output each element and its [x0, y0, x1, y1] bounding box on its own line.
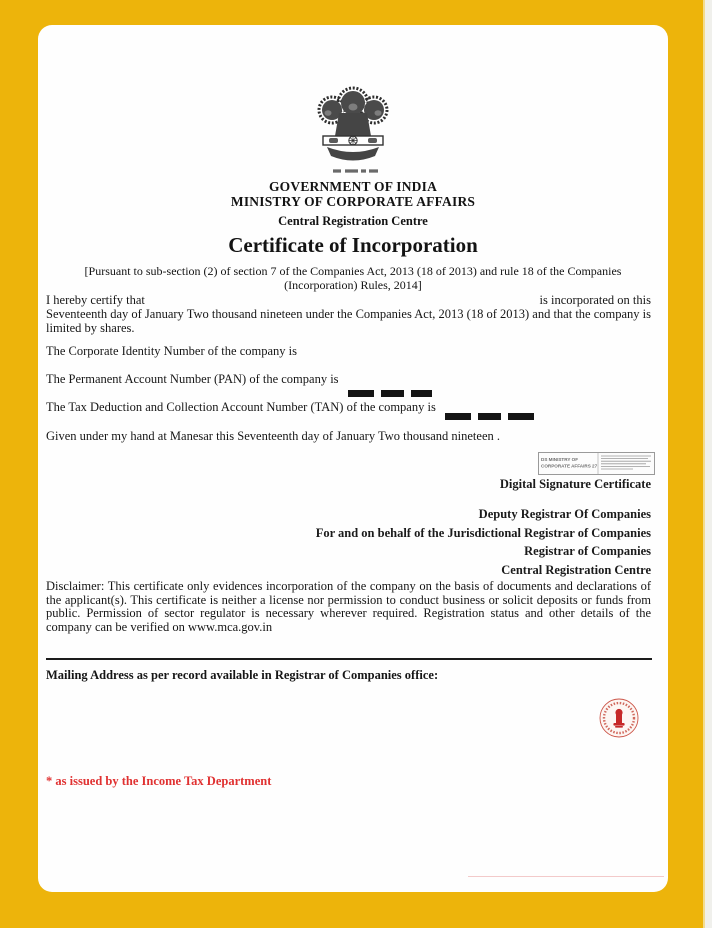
mailing-address-line: Mailing Address as per record available in Registrar of Companies office: — [46, 668, 439, 682]
income-tax-footnote: * as issued by the Income Tax Department — [46, 774, 272, 788]
horizontal-rule — [46, 658, 652, 660]
tan-line: The Tax Deduction and Collection Account Number (TAN) of the company is — [46, 400, 436, 414]
given-line: Given under my hand at Manesar this Seventeenth day of January Two thousand nineteen . — [46, 429, 500, 443]
header-block — [38, 180, 668, 229]
pan-line: The Permanent Account Number (PAN) of the company is — [46, 372, 339, 386]
red-seal-icon — [598, 697, 640, 739]
disclaimer-paragraph: Disclaimer: This certificate only evidences incorporation of the company on the basis of documents and declarations of the applicant(s). This certificate is neither a license nor permission to conduct business or solicit deposits or funds from public. Permission of sector regulator is necessary wherever required. Registration status and other details of the company can be verified on www.mca.gov.in — [46, 579, 651, 634]
central-registration-centre-line: Central Registration Centre — [278, 214, 428, 228]
signature-block — [91, 505, 651, 579]
government-of-india-line: GOVERNMENT OF INDIA — [268, 179, 438, 194]
digital-signature-label: Digital Signature Certificate — [499, 477, 651, 491]
redaction-dash — [381, 390, 404, 397]
digital-signature-stamp — [538, 452, 655, 475]
signature-line-3: Registrar of Companies — [524, 544, 651, 558]
certify-rest: Seventeenth day of January Two thousand nineteen under the Companies Act, 2013 (18 of 2013) and that the company is limited by shares. — [46, 307, 652, 335]
pursuant-line-1: [Pursuant to sub-section (2) of section 7 of the Companies Act, 2013 (18 of 2013) and rule 18 of the Companies — [84, 264, 622, 278]
redaction-dash — [508, 413, 534, 420]
pursuant-line-2: (Incorporation) Rules, 2014] — [284, 277, 422, 292]
page-title: Certificate of Incorporation — [228, 233, 478, 257]
ministry-line: MINISTRY OF CORPORATE AFFAIRS — [230, 193, 476, 209]
certify-incorporated-on: is incorporated on this — [539, 293, 651, 307]
stamp-text-line1: DS MINISTRY OF — [541, 457, 579, 462]
signature-line-1: Deputy Registrar Of Companies — [478, 507, 651, 521]
right-edge-gray-strip — [705, 0, 712, 928]
redaction-dash — [445, 413, 471, 420]
certify-paragraph — [46, 293, 651, 335]
pursuant-subtitle — [38, 265, 668, 292]
redaction-dash — [478, 413, 501, 420]
cin-line: The Corporate Identity Number of the company is — [46, 344, 297, 358]
emblem-block — [38, 81, 668, 182]
scan-artifact-line — [468, 876, 664, 877]
tan-redaction — [445, 413, 534, 420]
pan-redaction — [348, 390, 432, 397]
certify-prefix: I hereby certify that — [46, 293, 145, 307]
india-emblem-icon — [303, 81, 403, 177]
signature-line-2: For and on behalf of the Jurisdictional Registrar of Companies — [315, 525, 651, 540]
stamp-text-line2: CORPORATE AFFAIRS 27 — [541, 463, 598, 469]
signature-line-4: Central Registration Centre — [501, 562, 651, 577]
certificate-page — [38, 25, 668, 892]
redaction-dash — [411, 390, 432, 397]
redaction-dash — [348, 390, 374, 397]
